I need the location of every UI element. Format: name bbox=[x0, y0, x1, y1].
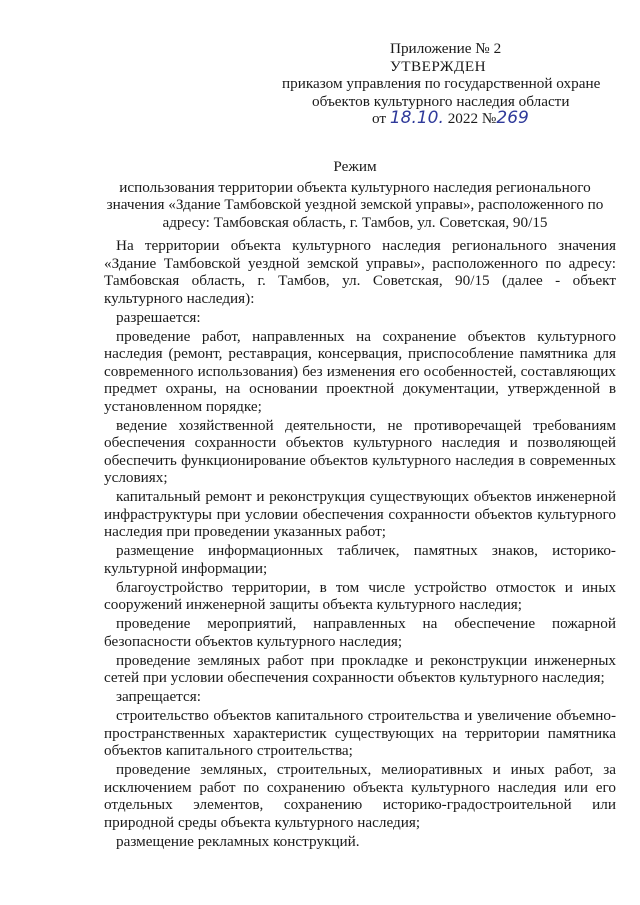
permitted-item: ведение хозяйственной деятельности, не противоречащей требованиям обеспечения сохранности объектов культурного наследия и позволяющей обеспечить функционирование объектов культурного наследия в современных условиях; bbox=[104, 416, 616, 486]
title-line-2: значения «Здание Тамбовской уездной земской управы», расположенного по bbox=[106, 196, 604, 213]
permitted-item: проведение мероприятий, направленных на обеспечение пожарной безопасности объектов культурного наследия; bbox=[104, 615, 616, 650]
permitted-item: размещение информационных табличек, памятных знаков, историко-культурной информации; bbox=[104, 542, 616, 577]
document-title bbox=[90, 158, 620, 231]
title-line-3: адресу: Тамбовская область, г. Тамбов, ул. Советская, 90/15 bbox=[162, 213, 548, 231]
order-year: 2022 bbox=[447, 110, 479, 127]
permitted-item: благоустройство территории, в том числе устройство отмосток и иных сооружений инженерной защиты объекта культурного наследия; bbox=[104, 578, 616, 613]
prohibited-item: проведение земляных, строительных, мелиоративных и иных работ, за исключением работ по сохранению объекта культурного наследия или его отдельных элементов, сохранению историко-градостроительной или природной среды объекта культурного наследия; bbox=[104, 761, 616, 831]
title-line-1: использования территории объекта культурного наследия регионального bbox=[119, 178, 591, 196]
handwritten-date: 18.10. bbox=[389, 108, 444, 128]
document-body bbox=[104, 237, 616, 850]
approval-header bbox=[270, 40, 610, 128]
permitted-item: проведение работ, направленных на сохранение объектов культурного наследия (ремонт, реставрация, консервация, приспособление памятника для современного использования) без изменения его особенностей, составляющих предмет охраны, на основании проектной документации, утвержденной в установленном порядке; bbox=[104, 327, 616, 415]
permitted-heading: разрешается: bbox=[116, 308, 201, 326]
number-prefix: № bbox=[481, 110, 497, 127]
appendix-number: Приложение № 2 bbox=[390, 40, 502, 57]
title-main: Режим bbox=[333, 158, 377, 175]
order-line-1: приказом управления по государственной охране bbox=[282, 75, 601, 92]
handwritten-number: 269 bbox=[496, 108, 529, 128]
order-date-line bbox=[270, 110, 610, 128]
prohibited-item: строительство объектов капитального строительства и увеличение объемно-пространственных характеристик существующих на территории памятника объектов капитального строительства; bbox=[104, 707, 616, 759]
permitted-item: капитальный ремонт и реконструкция существующих объектов инженерной инфраструктуры при условии обеспечения сохранности объектов культурного наследия при проведении указанных работ; bbox=[104, 488, 616, 540]
permitted-item: проведение земляных работ при прокладке и реконструкции инженерных сетей при условии обеспечения сохранности объектов культурного наследия; bbox=[104, 651, 616, 686]
date-prefix: от bbox=[372, 110, 387, 127]
prohibited-heading: запрещается: bbox=[116, 688, 201, 705]
approved-stamp-text: УТВЕРЖДЕН bbox=[390, 57, 487, 75]
prohibited-item: размещение рекламных конструкций. bbox=[116, 832, 360, 850]
order-line-2: объектов культурного наследия области bbox=[312, 92, 570, 110]
intro-paragraph: На территории объекта культурного наследия регионального значения «Здание Тамбовской уездной земской управы», расположенного по адресу: Тамбовская область, г. Тамбов, ул. Советская, 90/15 (далее - объект культурного наследия): bbox=[104, 237, 616, 307]
